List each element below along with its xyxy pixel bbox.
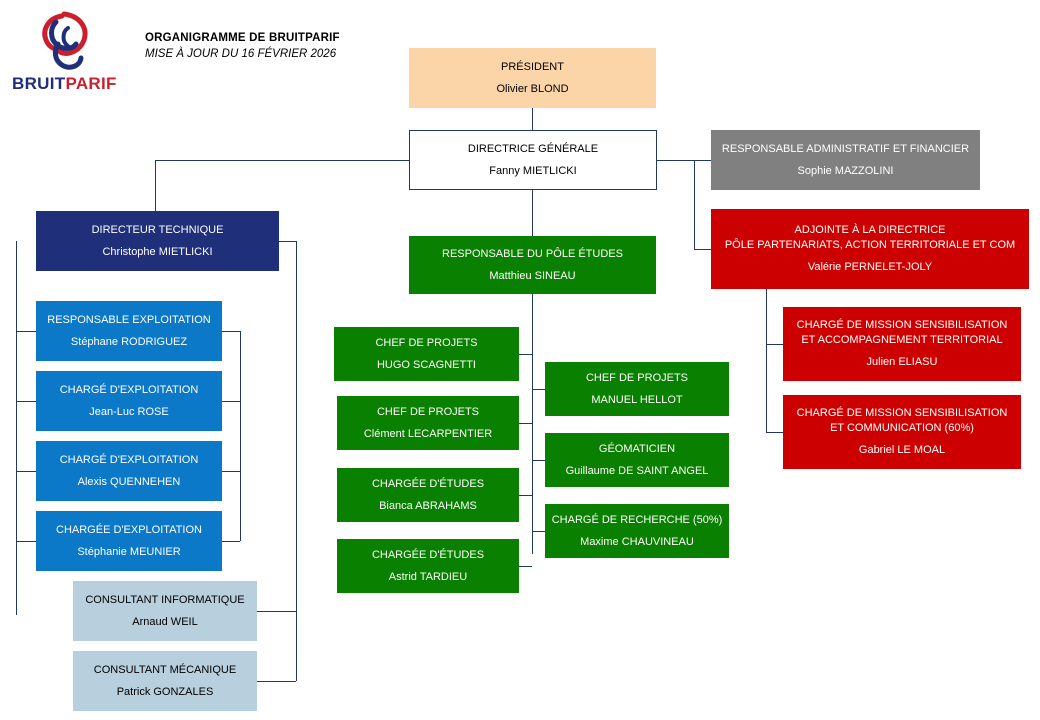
org-node-title: CHARGÉE D'ÉTUDES <box>371 548 485 561</box>
page-subtitle: MISE À JOUR DU 16 FÉVRIER 2026 <box>145 48 337 60</box>
org-node-title: PRÉSIDENT <box>501 60 564 73</box>
org-node-adjointe[interactable] <box>711 209 1029 289</box>
connector-etudes-to-chef3 <box>532 389 545 390</box>
org-node-consult-meca[interactable] <box>73 651 257 711</box>
connector-technique-trunk <box>16 241 17 615</box>
org-node-consult-info[interactable] <box>73 581 257 641</box>
org-node-title: CHEF DE PROJETS <box>375 336 478 349</box>
connector-exploit-right-trunk <box>240 331 241 541</box>
connector-directrice-to-pole-etudes <box>532 190 533 236</box>
org-node-title: ADJOINTE À LA DIRECTRICE PÔLE PARTENARIATS, ACTION TERRITORIALE ET COM <box>724 224 1016 252</box>
org-node-chargee-etudes-2[interactable] <box>337 539 519 593</box>
org-node-person: Stéphanie MEUNIER <box>77 545 181 558</box>
org-node-title: GÉOMATICIEN <box>598 442 676 455</box>
connector-exploit-right-top <box>222 331 240 332</box>
org-node-person: Matthieu SINEAU <box>489 269 576 282</box>
org-node-person: Alexis QUENNEHEN <box>77 475 181 488</box>
connector-etudes-to-recherche <box>532 531 545 532</box>
org-node-raf[interactable] <box>711 130 980 190</box>
org-node-title: CHARGÉE D'EXPLOITATION <box>56 523 202 536</box>
connector-technique-to-exploit <box>16 331 36 332</box>
org-node-title: RESPONSABLE ADMINISTRATIF ET FINANCIER <box>721 142 970 155</box>
connector-exploit-to-charge1 <box>222 401 240 402</box>
org-node-title: DIRECTRICE GÉNÉRALE <box>467 142 599 155</box>
org-node-person: Guillaume DE SAINT ANGEL <box>565 464 709 477</box>
org-node-title: CHARGÉE D'ÉTUDES <box>371 477 485 490</box>
org-node-person: Fanny MIETLICKI <box>489 164 577 177</box>
org-node-charge-exp-3[interactable] <box>36 511 222 571</box>
org-node-person: MANUEL HELLOT <box>591 393 683 406</box>
org-node-title: CHARGÉ D'EXPLOITATION <box>59 453 199 466</box>
connector-etudes-to-chargee2 <box>519 566 532 567</box>
connector-etudes-to-chargee1 <box>519 495 532 496</box>
connector-directrice-right-drop <box>694 160 695 249</box>
bruitparif-logo-icon <box>10 8 130 74</box>
logo-word-parif: PARIF <box>65 74 117 93</box>
connector-consult-meca-feed <box>257 681 296 682</box>
connector-adjointe-feed <box>694 249 711 250</box>
org-node-person: Stéphane RODRIGUEZ <box>70 335 188 348</box>
org-node-person: Arnaud WEIL <box>132 615 198 628</box>
connector-etudes-to-chef2 <box>519 423 532 424</box>
connector-etudes-to-geomaticien <box>532 460 545 461</box>
org-node-geomaticien[interactable] <box>545 433 729 487</box>
connector-exploit-to-charge2 <box>222 471 240 472</box>
connector-adjointe-to-mission2 <box>766 432 783 433</box>
org-node-person: Gabriel LE MOAL <box>858 443 946 456</box>
org-node-person: Valérie PERNELET-JOLY <box>807 260 933 273</box>
org-node-person: Maxime CHAUVINEAU <box>580 535 694 548</box>
org-node-charge-recherche[interactable] <box>545 504 729 558</box>
connector-technique-to-charge3 <box>16 541 36 542</box>
org-node-person: Patrick GONZALES <box>116 685 214 698</box>
page-title: ORGANIGRAMME DE BRUITPARIF <box>145 32 340 44</box>
connector-technique-to-charge1 <box>16 401 36 402</box>
org-node-chef-projets-2[interactable] <box>337 396 519 450</box>
connector-technique-right-trunk <box>296 241 297 681</box>
org-node-title: CONSULTANT MÉCANIQUE <box>93 663 237 676</box>
org-node-resp-pole-etudes[interactable] <box>409 236 656 294</box>
org-node-title: CHARGÉ DE MISSION SENSIBILISATION ET COMMUNICATION (60%) <box>796 407 1008 435</box>
org-node-charge-mission-1[interactable] <box>783 307 1021 381</box>
org-node-person: HUGO SCAGNETTI <box>376 358 476 371</box>
logo-wordmark <box>12 74 117 94</box>
org-node-president[interactable] <box>409 48 656 108</box>
connector-directrice-to-raf <box>657 160 711 161</box>
org-node-charge-mission-2[interactable] <box>783 395 1021 469</box>
connector-adjointe-trunk <box>766 289 767 432</box>
org-node-charge-exp-2[interactable] <box>36 441 222 501</box>
connector-technique-to-charge2 <box>16 471 36 472</box>
org-node-title: DIRECTEUR TECHNIQUE <box>91 223 224 236</box>
bruitparif-logo <box>10 8 130 98</box>
connector-exploit-to-charge3 <box>222 541 240 542</box>
connector-president-to-directrice <box>532 108 533 130</box>
org-node-chef-projets-3[interactable] <box>545 362 729 416</box>
logo-word-bruit: BRUIT <box>12 74 66 93</box>
org-node-chargee-etudes-1[interactable] <box>337 468 519 522</box>
connector-consult-info-feed <box>257 611 296 612</box>
org-node-title: CHEF DE PROJETS <box>376 405 480 418</box>
chart-header <box>145 32 340 60</box>
org-node-directrice[interactable] <box>409 130 657 190</box>
org-node-person: Clément LECARPENTIER <box>363 427 493 440</box>
org-node-person: Astrid TARDIEU <box>388 570 468 583</box>
org-node-dir-technique[interactable] <box>36 211 279 271</box>
org-node-person: Sophie MAZZOLINI <box>797 164 894 177</box>
org-node-person: Christophe MIETLICKI <box>102 245 213 258</box>
connector-directrice-left-stub <box>155 160 409 161</box>
org-node-chef-projets-1[interactable] <box>334 327 519 381</box>
connector-adjointe-to-mission1 <box>766 344 783 345</box>
org-node-title: CHEF DE PROJETS <box>585 371 689 384</box>
org-node-title: CONSULTANT INFORMATIQUE <box>85 593 245 606</box>
org-node-resp-exploit[interactable] <box>36 301 222 361</box>
org-node-charge-exp-1[interactable] <box>36 371 222 431</box>
org-node-person: Olivier BLOND <box>496 82 569 95</box>
connector-etudes-to-chef1 <box>519 354 532 355</box>
org-node-title: CHARGÉ D'EXPLOITATION <box>59 383 199 396</box>
org-node-person: Bianca ABRAHAMS <box>379 499 477 512</box>
org-node-title: RESPONSABLE EXPLOITATION <box>47 313 211 326</box>
org-node-title: RESPONSABLE DU PÔLE ÉTUDES <box>442 247 623 260</box>
org-node-title: CHARGÉ DE MISSION SENSIBILISATION ET ACCOMPAGNEMENT TERRITORIAL <box>796 319 1008 347</box>
org-node-person: Jean-Luc ROSE <box>89 405 169 418</box>
org-node-title: CHARGÉ DE RECHERCHE (50%) <box>551 513 723 526</box>
org-node-person: Julien ELIASU <box>866 355 938 368</box>
connector-technique-right-top <box>279 241 296 242</box>
connector-etudes-trunk <box>532 294 533 554</box>
